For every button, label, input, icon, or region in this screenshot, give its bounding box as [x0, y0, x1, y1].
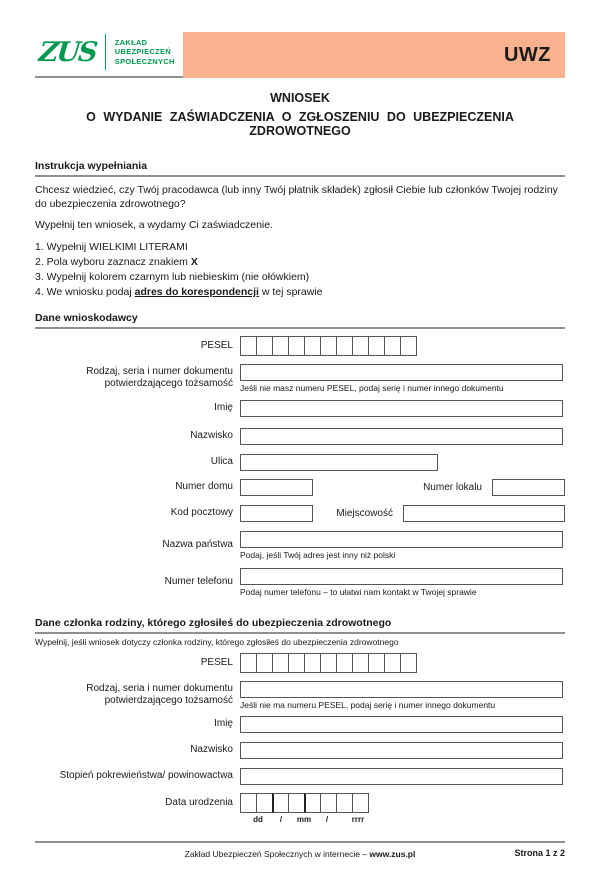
instructions-list — [35, 240, 565, 300]
zus-logo-caption — [115, 38, 175, 67]
country-label: Nazwa państwa — [162, 539, 233, 551]
instructions-intro-1: Chcesz wiedzieć, czy Twój pracodawca (lub inny Twój płatnik składek) zgłosił Ciebie lub członków Twojej rodziny do ubezpieczenia zdrowotnego? — [35, 184, 558, 210]
applicant-first-name-row — [35, 400, 565, 417]
phone-hint: Podaj numer telefonu – to ułatwi nam kontakt w Twojej sprawie — [240, 586, 477, 597]
pesel-cell[interactable] — [384, 336, 401, 356]
logo-line-2: UBEZPIECZEŃ — [114, 47, 171, 57]
pesel-cell[interactable] — [352, 336, 369, 356]
form-title-line2: O WYDANIE ZAŚWIADCZENIA O ZGŁOSZENIU DO UBEZPIECZENIA ZDROWOTNEGO — [86, 110, 514, 138]
phone-label: Numer telefonu — [164, 576, 233, 588]
form-code: UWZ — [503, 43, 551, 66]
form-title-line1: WNIOSEK — [270, 91, 330, 105]
pesel-cell[interactable] — [288, 336, 305, 356]
house-apartment-row — [35, 479, 565, 496]
zus-logo — [39, 34, 175, 70]
family-document-hint: Jeśli nie ma numeru PESEL, podaj serię i numer innego dokumentu — [240, 699, 496, 710]
apartment-number-input[interactable] — [492, 479, 565, 496]
applicant-document-label: Rodzaj, seria i numer dokumentu potwierdzającego tożsamość — [86, 366, 233, 390]
pesel-cell[interactable] — [368, 336, 385, 356]
logo-line-1: ZAKŁAD — [114, 37, 148, 47]
header — [35, 25, 565, 78]
family-pesel-row — [35, 653, 565, 673]
applicant-pesel-label: PESEL — [200, 339, 233, 351]
postal-city-row — [35, 505, 565, 522]
pesel-cell[interactable] — [336, 653, 353, 673]
logo-line-3: SPOŁECZNYCH — [114, 56, 175, 66]
birth-date-boxes[interactable] — [240, 793, 565, 813]
instruction-item-4: 4. We wniosku podaj adres do korespondencji w tej sprawie — [35, 285, 323, 298]
family-pesel-boxes[interactable] — [240, 653, 565, 673]
country-input[interactable] — [240, 531, 563, 548]
page-number: Strona 1 z 2 — [514, 847, 565, 858]
pesel-cell[interactable] — [256, 653, 273, 673]
pesel-cell[interactable] — [240, 653, 257, 673]
date-cell-dd[interactable] — [240, 793, 257, 813]
date-cell-yyyy[interactable] — [320, 793, 337, 813]
family-first-name-input[interactable] — [240, 716, 563, 733]
birth-date-label: Data urodzenia — [165, 796, 233, 808]
date-cell-yyyy[interactable] — [304, 793, 321, 813]
birth-date-row — [35, 793, 565, 824]
city-input[interactable] — [403, 505, 565, 522]
instructions-heading: Instrukcja wypełniania — [35, 160, 565, 177]
street-label: Ulica — [210, 456, 233, 468]
pesel-cell[interactable] — [272, 336, 289, 356]
country-hint: Podaj, jeśli Twój adres jest inny niż polski — [240, 549, 396, 560]
pesel-cell[interactable] — [304, 336, 321, 356]
section-family-member-subtitle: Wypełnij, jeśli wniosek dotyczy członka rodziny, którego zgłosiłeś do ubezpieczenia zdrowotnego — [35, 636, 399, 647]
city-label: Miejscowość — [336, 507, 393, 519]
applicant-document-input[interactable] — [240, 364, 563, 381]
family-last-name-row — [35, 742, 565, 759]
family-last-name-label: Nazwisko — [190, 744, 233, 756]
applicant-last-name-row — [35, 428, 565, 445]
applicant-pesel-boxes[interactable] — [240, 336, 565, 356]
kinship-label: Stopień pokrewieństwa/ powinowactwa — [59, 770, 233, 782]
instruction-item-1: 1. Wypełnij WIELKIMI LITERAMI — [35, 240, 188, 253]
zus-logo-mark: ZUS — [37, 36, 98, 68]
family-first-name-row — [35, 716, 565, 733]
pesel-cell[interactable] — [384, 653, 401, 673]
phone-input[interactable] — [240, 568, 563, 585]
section-applicant-heading: Dane wnioskodawcy — [35, 312, 565, 329]
street-input[interactable] — [240, 454, 438, 471]
pesel-cell[interactable] — [368, 653, 385, 673]
family-document-label: Rodzaj, seria i numer dokumentu potwierdzającego tożsamość — [86, 683, 233, 707]
pesel-cell[interactable] — [320, 336, 337, 356]
phone-row — [35, 568, 565, 597]
country-row — [35, 531, 565, 560]
footer-zus-url: www.zus.pl — [369, 848, 416, 859]
instructions-intro-2: Wypełnij ten wniosek, a wydamy Ci zaświadczenie. — [35, 218, 274, 231]
instruction-item-2: 2. Pola wyboru zaznacz znakiem X — [35, 255, 198, 268]
pesel-cell[interactable] — [240, 336, 257, 356]
applicant-first-name-input[interactable] — [240, 400, 563, 417]
pesel-cell[interactable] — [320, 653, 337, 673]
applicant-first-name-label: Imię — [214, 402, 233, 414]
pesel-cell[interactable] — [288, 653, 305, 673]
pesel-cell[interactable] — [272, 653, 289, 673]
family-document-input[interactable] — [240, 681, 563, 698]
house-number-input[interactable] — [240, 479, 313, 496]
family-first-name-label: Imię — [214, 718, 233, 730]
date-format-hint: dd / mm / rrrr — [253, 814, 365, 824]
postal-code-input[interactable] — [240, 505, 313, 522]
date-cell-yyyy[interactable] — [352, 793, 369, 813]
street-row — [35, 454, 565, 471]
applicant-document-hint: Jeśli nie masz numeru PESEL, podaj serię i numer innego dokumentu — [240, 382, 504, 393]
footer-text: Zakład Ubezpieczeń Społecznych w internecie – www.zus.pl — [184, 848, 416, 859]
family-last-name-input[interactable] — [240, 742, 563, 759]
form-code-bar — [183, 32, 565, 78]
applicant-last-name-input[interactable] — [240, 428, 563, 445]
instruction-item-3: 3. Wypełnij kolorem czarnym lub niebieskim (nie ołówkiem) — [35, 270, 310, 283]
house-number-label: Numer domu — [175, 481, 233, 493]
family-pesel-label: PESEL — [200, 656, 233, 668]
pesel-cell[interactable] — [336, 336, 353, 356]
footer — [35, 841, 565, 859]
apartment-number-label: Numer lokalu — [423, 481, 482, 493]
section-family-member-heading: Dane członka rodziny, którego zgłosiłeś do ubezpieczenia zdrowotnego — [35, 617, 565, 634]
uwz-form-page — [0, 25, 600, 874]
applicant-document-row — [35, 364, 565, 393]
kinship-input[interactable] — [240, 768, 563, 785]
date-cell-dd[interactable] — [256, 793, 273, 813]
kinship-row — [35, 768, 565, 785]
pesel-cell[interactable] — [256, 336, 273, 356]
family-document-row — [35, 681, 565, 710]
logo-divider — [105, 34, 106, 70]
pesel-cell[interactable] — [304, 653, 321, 673]
pesel-cell[interactable] — [352, 653, 369, 673]
postal-code-label: Kod pocztowy — [170, 507, 233, 519]
applicant-pesel-row — [35, 336, 565, 356]
date-cell-mm[interactable] — [288, 793, 305, 813]
applicant-last-name-label: Nazwisko — [190, 430, 233, 442]
pesel-cell[interactable] — [400, 336, 417, 356]
date-cell-mm[interactable] — [272, 793, 289, 813]
pesel-cell[interactable] — [400, 653, 417, 673]
date-cell-yyyy[interactable] — [336, 793, 353, 813]
